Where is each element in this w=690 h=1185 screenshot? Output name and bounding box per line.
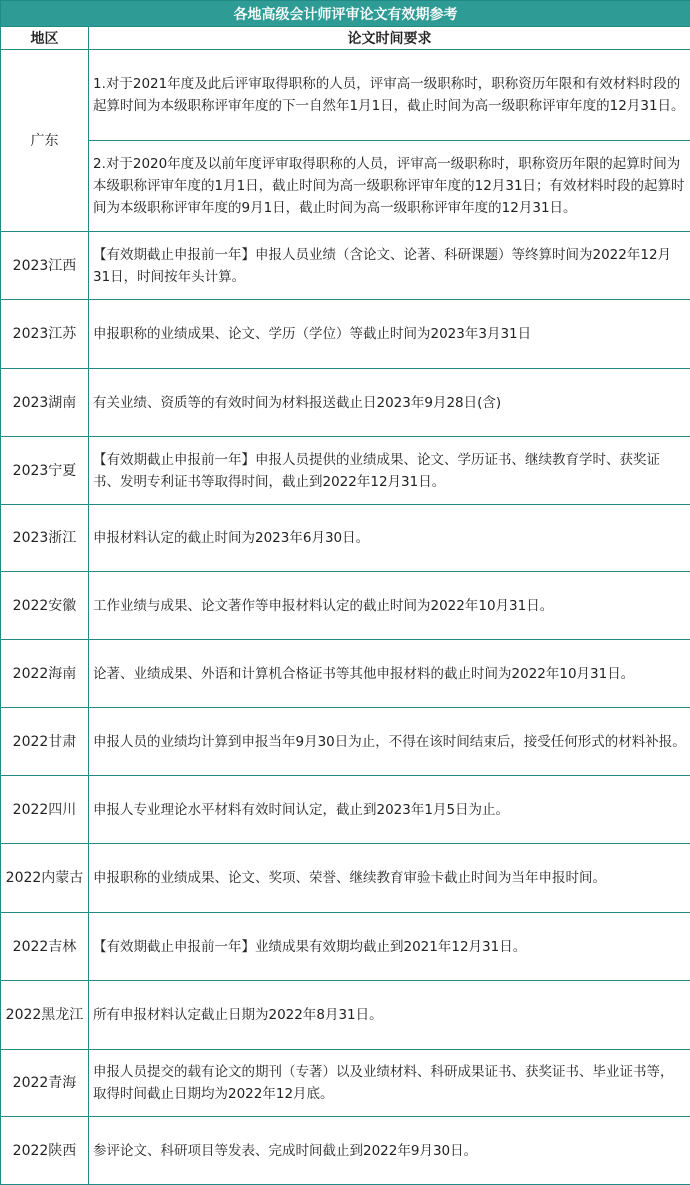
requirement-cell: 所有申报材料认定截止日期为2022年8月31日。	[89, 981, 690, 1050]
region-cell: 2022青海	[1, 1050, 89, 1117]
table-row	[1, 369, 690, 437]
table-row	[1, 1050, 690, 1117]
region-cell: 2023浙江	[1, 505, 89, 572]
table-title: 各地高级会计师评审论文有效期参考	[1, 1, 690, 27]
region-cell: 2023湖南	[1, 369, 89, 437]
table-row	[1, 572, 690, 640]
table-row	[1, 640, 690, 708]
requirement-cell: 论著、业绩成果、外语和计算机合格证书等其他申报材料的截止时间为2022年10月31日。	[89, 640, 690, 708]
requirement-cell: 申报人专业理论水平材料有效时间认定，截止到2023年1月5日为止。	[89, 776, 690, 844]
table-row	[1, 708, 690, 776]
region-cell: 广东	[1, 50, 89, 232]
requirement-cell: 申报职称的业绩成果、论文、学历（学位）等截止时间为2023年3月31日	[89, 300, 690, 369]
header-requirement: 论文时间要求	[89, 27, 690, 50]
requirement-cell: 有关业绩、资质等的有效时间为材料报送截止日2023年9月28日(含)	[89, 369, 690, 437]
requirement-cell: 申报人员提交的载有论文的期刊（专著）以及业绩材料、科研成果证书、获奖证书、毕业证书等，取得时间截止日期均为2022年12月底。	[89, 1050, 690, 1117]
table-row	[1, 913, 690, 981]
title-row	[1, 1, 690, 27]
requirement-cell: 申报人员的业绩均计算到申报当年9月30日为止，不得在该时间结束后，接受任何形式的材料补报。	[89, 708, 690, 776]
region-cell: 2022黑龙江	[1, 981, 89, 1050]
region-cell: 2023江西	[1, 232, 89, 300]
requirement-cell: 【有效期截止申报前一年】申报人员提供的业绩成果、论文、学历证书、继续教育学时、获奖证书、发明专利证书等取得时间，截止到2022年12月31日。	[89, 437, 690, 505]
guangdong-item-1: 1.对于2021年度及此后评审取得职称的人员，评审高一级职称时，职称资历年限和有效材料时段的起算时间为本级职称评审年度的下一自然年1月1日，截止时间为高一级职称评审年度的12月31日。	[89, 50, 690, 141]
region-cell: 2022海南	[1, 640, 89, 708]
requirement-cell: 工作业绩与成果、论文著作等申报材料认定的截止时间为2022年10月31日。	[89, 572, 690, 640]
guangdong-item-2: 2.对于2020年度及以前年度评审取得职称的人员，评审高一级职称时，职称资历年限的起算时间为本级职称评审年度的1月1日，截止时间为高一级职称评审年度的12月31日；有效材料时段的起算时间为本级职称评审年度的9月1日，截止时间为高一级职称评审年度的12月31日。	[89, 141, 690, 231]
region-cell: 2022吉林	[1, 913, 89, 981]
requirement-cell: 申报职称的业绩成果、论文、奖项、荣誉、继续教育审验卡截止时间为当年申报时间。	[89, 844, 690, 913]
table-row	[1, 776, 690, 844]
header-row	[1, 27, 690, 50]
table-row	[1, 505, 690, 572]
table-row	[1, 437, 690, 505]
requirement-cell: 【有效期截止申报前一年】申报人员业绩（含论文、论著、科研课题）等终算时间为2022年12月31日，时间按年头计算。	[89, 232, 690, 300]
header-region: 地区	[1, 27, 89, 50]
region-cell: 2022陕西	[1, 1117, 89, 1185]
table-row	[1, 300, 690, 369]
requirement-cell: 【有效期截止申报前一年】业绩成果有效期均截止到2021年12月31日。	[89, 913, 690, 981]
requirement-cell: 申报材料认定的截止时间为2023年6月30日。	[89, 505, 690, 572]
table-row	[1, 981, 690, 1050]
requirement-cell: 参评论文、科研项目等发表、完成时间截止到2022年9月30日。	[89, 1117, 690, 1185]
region-cell: 2022甘肃	[1, 708, 89, 776]
region-cell: 2022安徽	[1, 572, 89, 640]
requirement-cell	[89, 50, 690, 232]
table-row	[1, 232, 690, 300]
region-cell: 2022内蒙古	[1, 844, 89, 913]
table-row	[1, 1117, 690, 1185]
region-cell: 2022四川	[1, 776, 89, 844]
table-row	[1, 844, 690, 913]
table-row-guangdong	[1, 50, 690, 232]
region-cell: 2023宁夏	[1, 437, 89, 505]
region-cell: 2023江苏	[1, 300, 89, 369]
